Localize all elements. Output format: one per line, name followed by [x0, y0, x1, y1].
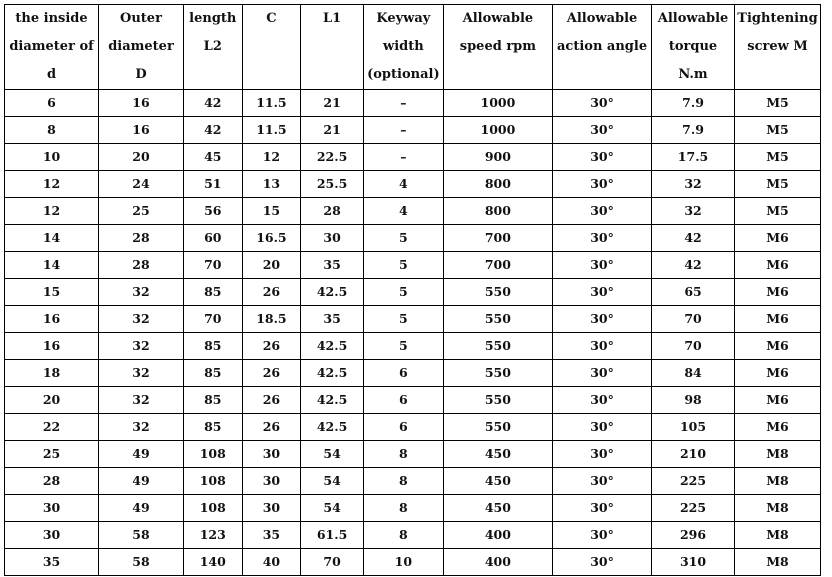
cell-keyway-width: 6	[363, 387, 443, 414]
cell-screw: M6	[734, 333, 820, 360]
cell-c: 35	[242, 522, 301, 549]
cell-inside-diameter: 30	[5, 522, 99, 549]
cell-c: 30	[242, 441, 301, 468]
header-line: Outer	[120, 11, 162, 26]
header-line: diameter	[108, 39, 174, 54]
cell-l1: 42.5	[301, 387, 364, 414]
cell-torque: 17.5	[652, 144, 735, 171]
cell-speed-rpm: 550	[443, 306, 552, 333]
cell-inside-diameter: 16	[5, 333, 99, 360]
header-line: screw M	[747, 39, 808, 54]
cell-keyway-width: 5	[363, 225, 443, 252]
cell-c: 11.5	[242, 117, 301, 144]
cell-l1: 35	[301, 306, 364, 333]
cell-torque: 296	[652, 522, 735, 549]
cell-action-angle: 30°	[553, 414, 652, 441]
cell-length-l2: 85	[183, 333, 242, 360]
cell-torque: 32	[652, 171, 735, 198]
cell-speed-rpm: 550	[443, 279, 552, 306]
cell-l1: 61.5	[301, 522, 364, 549]
cell-length-l2: 85	[183, 414, 242, 441]
cell-torque: 225	[652, 495, 735, 522]
table-row	[5, 441, 821, 468]
cell-length-l2: 56	[183, 198, 242, 225]
cell-length-l2: 85	[183, 387, 242, 414]
cell-length-l2: 70	[183, 252, 242, 279]
cell-length-l2: 108	[183, 468, 242, 495]
header-allowable-speed	[443, 5, 552, 90]
header-l1	[301, 5, 364, 90]
cell-keyway-width: 5	[363, 279, 443, 306]
cell-inside-diameter: 10	[5, 144, 99, 171]
cell-torque: 225	[652, 468, 735, 495]
cell-c: 20	[242, 252, 301, 279]
cell-inside-diameter: 8	[5, 117, 99, 144]
cell-outer-diameter: 32	[99, 333, 184, 360]
cell-torque: 98	[652, 387, 735, 414]
cell-torque: 310	[652, 549, 735, 576]
cell-l1: 35	[301, 252, 364, 279]
cell-action-angle: 30°	[553, 495, 652, 522]
header-line: C	[266, 11, 277, 26]
cell-c: 18.5	[242, 306, 301, 333]
cell-torque: 7.9	[652, 117, 735, 144]
table-row	[5, 360, 821, 387]
cell-action-angle: 30°	[553, 117, 652, 144]
cell-l1: 22.5	[301, 144, 364, 171]
cell-length-l2: 85	[183, 360, 242, 387]
cell-inside-diameter: 22	[5, 414, 99, 441]
cell-screw: M6	[734, 414, 820, 441]
cell-outer-diameter: 32	[99, 387, 184, 414]
cell-outer-diameter: 16	[99, 117, 184, 144]
header-line: d	[46, 67, 57, 82]
cell-speed-rpm: 450	[443, 441, 552, 468]
cell-torque: 65	[652, 279, 735, 306]
cell-c: 26	[242, 414, 301, 441]
cell-l1: 70	[301, 549, 364, 576]
cell-speed-rpm: 400	[443, 549, 552, 576]
cell-action-angle: 30°	[553, 144, 652, 171]
cell-c: 26	[242, 360, 301, 387]
cell-length-l2: 70	[183, 306, 242, 333]
cell-action-angle: 30°	[553, 549, 652, 576]
table-row	[5, 279, 821, 306]
cell-keyway-width: –	[363, 90, 443, 117]
cell-length-l2: 42	[183, 117, 242, 144]
cell-action-angle: 30°	[553, 468, 652, 495]
cell-l1: 42.5	[301, 279, 364, 306]
cell-action-angle: 30°	[553, 522, 652, 549]
table-row	[5, 171, 821, 198]
cell-outer-diameter: 32	[99, 360, 184, 387]
cell-outer-diameter: 28	[99, 252, 184, 279]
cell-speed-rpm: 1000	[443, 117, 552, 144]
header-line: L1	[322, 11, 342, 26]
cell-action-angle: 30°	[553, 171, 652, 198]
header-row	[5, 5, 821, 90]
cell-inside-diameter: 12	[5, 171, 99, 198]
coupling-spec-table	[4, 4, 821, 576]
table-body	[5, 90, 821, 576]
cell-inside-diameter: 28	[5, 468, 99, 495]
cell-screw: M6	[734, 306, 820, 333]
cell-action-angle: 30°	[553, 252, 652, 279]
cell-outer-diameter: 32	[99, 414, 184, 441]
cell-keyway-width: 5	[363, 252, 443, 279]
cell-inside-diameter: 25	[5, 441, 99, 468]
cell-l1: 21	[301, 90, 364, 117]
cell-screw: M8	[734, 441, 820, 468]
cell-length-l2: 140	[183, 549, 242, 576]
table-row	[5, 225, 821, 252]
cell-torque: 105	[652, 414, 735, 441]
header-line: length	[189, 11, 237, 26]
cell-keyway-width: 4	[363, 171, 443, 198]
header-line: the inside	[15, 11, 88, 26]
header-line: action angle	[556, 39, 648, 54]
header-tightening-screw	[734, 5, 820, 90]
cell-inside-diameter: 14	[5, 252, 99, 279]
header-line: width	[383, 39, 424, 54]
cell-l1: 42.5	[301, 333, 364, 360]
cell-c: 26	[242, 279, 301, 306]
cell-outer-diameter: 28	[99, 225, 184, 252]
cell-speed-rpm: 550	[443, 387, 552, 414]
cell-speed-rpm: 450	[443, 468, 552, 495]
cell-screw: M6	[734, 360, 820, 387]
cell-l1: 30	[301, 225, 364, 252]
cell-speed-rpm: 700	[443, 252, 552, 279]
cell-keyway-width: 8	[363, 522, 443, 549]
cell-c: 15	[242, 198, 301, 225]
header-allowable-torque	[652, 5, 735, 90]
header-line: speed rpm	[459, 39, 537, 54]
cell-torque: 42	[652, 225, 735, 252]
cell-l1: 54	[301, 468, 364, 495]
cell-screw: M8	[734, 468, 820, 495]
cell-c: 26	[242, 333, 301, 360]
cell-screw: M6	[734, 225, 820, 252]
cell-speed-rpm: 900	[443, 144, 552, 171]
cell-keyway-width: 5	[363, 306, 443, 333]
header-line: Keyway	[376, 11, 431, 26]
table-row	[5, 495, 821, 522]
table-row	[5, 90, 821, 117]
cell-speed-rpm: 800	[443, 198, 552, 225]
cell-inside-diameter: 18	[5, 360, 99, 387]
cell-torque: 84	[652, 360, 735, 387]
cell-action-angle: 30°	[553, 225, 652, 252]
cell-screw: M5	[734, 117, 820, 144]
header-line: torque	[668, 39, 718, 54]
cell-action-angle: 30°	[553, 90, 652, 117]
cell-keyway-width: 4	[363, 198, 443, 225]
cell-torque: 210	[652, 441, 735, 468]
cell-inside-diameter: 6	[5, 90, 99, 117]
cell-length-l2: 85	[183, 279, 242, 306]
cell-speed-rpm: 450	[443, 495, 552, 522]
cell-c: 40	[242, 549, 301, 576]
table-row	[5, 522, 821, 549]
cell-keyway-width: 8	[363, 441, 443, 468]
cell-c: 30	[242, 495, 301, 522]
header-line: (optional)	[367, 67, 440, 82]
header-keyway-width	[363, 5, 443, 90]
cell-screw: M5	[734, 144, 820, 171]
cell-speed-rpm: 400	[443, 522, 552, 549]
header-line: Allowable	[566, 11, 638, 26]
header-allowable-action-angle	[553, 5, 652, 90]
cell-l1: 42.5	[301, 360, 364, 387]
cell-screw: M6	[734, 252, 820, 279]
cell-outer-diameter: 58	[99, 549, 184, 576]
cell-action-angle: 30°	[553, 387, 652, 414]
cell-l1: 21	[301, 117, 364, 144]
table-row	[5, 306, 821, 333]
table-row	[5, 387, 821, 414]
cell-l1: 54	[301, 441, 364, 468]
header-outer-diameter	[99, 5, 184, 90]
cell-action-angle: 30°	[553, 441, 652, 468]
cell-inside-diameter: 12	[5, 198, 99, 225]
cell-c: 11.5	[242, 90, 301, 117]
cell-l1: 25.5	[301, 171, 364, 198]
header-c	[242, 5, 301, 90]
cell-torque: 7.9	[652, 90, 735, 117]
cell-length-l2: 123	[183, 522, 242, 549]
header-line: L2	[203, 39, 222, 54]
cell-inside-diameter: 16	[5, 306, 99, 333]
cell-inside-diameter: 20	[5, 387, 99, 414]
cell-torque: 32	[652, 198, 735, 225]
header-line: Allowable	[462, 11, 534, 26]
cell-length-l2: 108	[183, 495, 242, 522]
spec-table-container	[4, 4, 821, 576]
cell-keyway-width: 8	[363, 468, 443, 495]
cell-c: 16.5	[242, 225, 301, 252]
table-row	[5, 333, 821, 360]
cell-outer-diameter: 25	[99, 198, 184, 225]
cell-c: 13	[242, 171, 301, 198]
cell-torque: 70	[652, 306, 735, 333]
cell-inside-diameter: 14	[5, 225, 99, 252]
cell-torque: 42	[652, 252, 735, 279]
cell-l1: 28	[301, 198, 364, 225]
cell-speed-rpm: 550	[443, 333, 552, 360]
cell-length-l2: 45	[183, 144, 242, 171]
cell-outer-diameter: 49	[99, 468, 184, 495]
cell-screw: M5	[734, 198, 820, 225]
cell-action-angle: 30°	[553, 333, 652, 360]
cell-outer-diameter: 58	[99, 522, 184, 549]
cell-c: 30	[242, 468, 301, 495]
cell-outer-diameter: 20	[99, 144, 184, 171]
cell-speed-rpm: 550	[443, 414, 552, 441]
cell-outer-diameter: 32	[99, 306, 184, 333]
cell-speed-rpm: 700	[443, 225, 552, 252]
header-line: D	[135, 67, 147, 82]
cell-torque: 70	[652, 333, 735, 360]
cell-c: 12	[242, 144, 301, 171]
cell-screw: M8	[734, 495, 820, 522]
cell-action-angle: 30°	[553, 279, 652, 306]
cell-inside-diameter: 30	[5, 495, 99, 522]
cell-keyway-width: 6	[363, 414, 443, 441]
cell-keyway-width: 6	[363, 360, 443, 387]
cell-screw: M5	[734, 171, 820, 198]
header-inside-diameter	[5, 5, 99, 90]
table-row	[5, 252, 821, 279]
cell-l1: 54	[301, 495, 364, 522]
cell-speed-rpm: 1000	[443, 90, 552, 117]
cell-keyway-width: –	[363, 117, 443, 144]
cell-length-l2: 51	[183, 171, 242, 198]
cell-keyway-width: –	[363, 144, 443, 171]
cell-screw: M6	[734, 279, 820, 306]
header-line: diameter of	[9, 39, 94, 54]
cell-action-angle: 30°	[553, 198, 652, 225]
cell-screw: M8	[734, 549, 820, 576]
cell-outer-diameter: 24	[99, 171, 184, 198]
table-row	[5, 144, 821, 171]
cell-inside-diameter: 15	[5, 279, 99, 306]
cell-length-l2: 42	[183, 90, 242, 117]
header-line: N.m	[678, 67, 708, 82]
header-line: Tightening	[737, 11, 818, 26]
cell-speed-rpm: 800	[443, 171, 552, 198]
table-row	[5, 549, 821, 576]
cell-screw: M6	[734, 387, 820, 414]
cell-action-angle: 30°	[553, 360, 652, 387]
cell-speed-rpm: 550	[443, 360, 552, 387]
cell-c: 26	[242, 387, 301, 414]
header-line: Allowable	[657, 11, 729, 26]
table-row	[5, 414, 821, 441]
cell-length-l2: 60	[183, 225, 242, 252]
cell-keyway-width: 10	[363, 549, 443, 576]
table-row	[5, 117, 821, 144]
cell-screw: M5	[734, 90, 820, 117]
cell-keyway-width: 8	[363, 495, 443, 522]
cell-l1: 42.5	[301, 414, 364, 441]
cell-outer-diameter: 49	[99, 495, 184, 522]
cell-screw: M8	[734, 522, 820, 549]
cell-action-angle: 30°	[553, 306, 652, 333]
cell-outer-diameter: 32	[99, 279, 184, 306]
table-row	[5, 468, 821, 495]
cell-keyway-width: 5	[363, 333, 443, 360]
table-row	[5, 198, 821, 225]
cell-length-l2: 108	[183, 441, 242, 468]
cell-inside-diameter: 35	[5, 549, 99, 576]
cell-outer-diameter: 16	[99, 90, 184, 117]
header-length-l2	[183, 5, 242, 90]
cell-outer-diameter: 49	[99, 441, 184, 468]
